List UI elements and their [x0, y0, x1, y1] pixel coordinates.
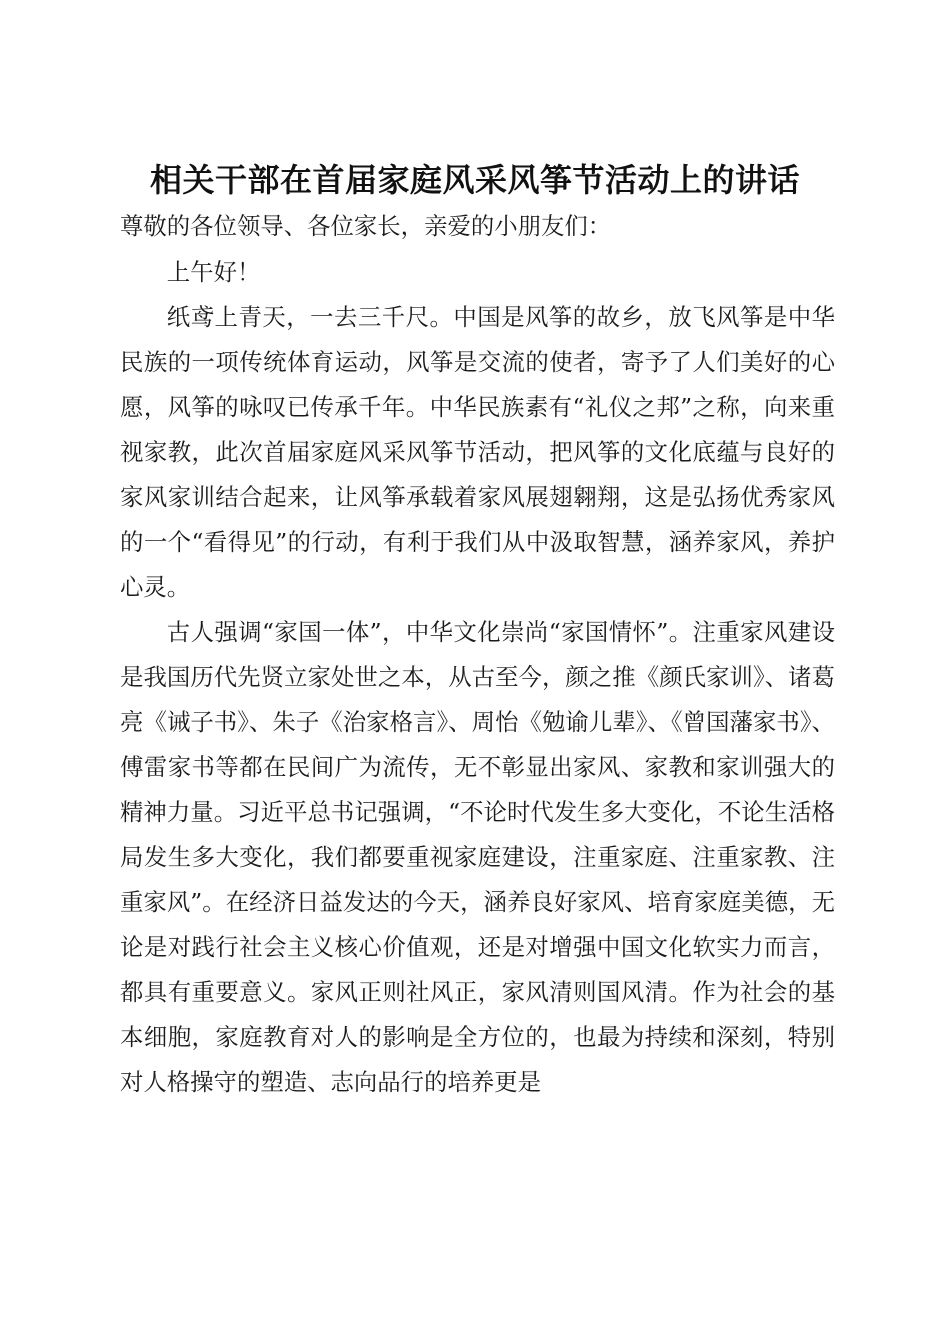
document-title: 相关干部在首届家庭风采风筝节活动上的讲话 — [149, 161, 800, 200]
paragraph-2: 古人强调“家国一体”，中华文化崇尚“家国情怀”。注重家风建设是我国历代先贤立家处世之本，从古至今，颜之推《颜氏家训》、诸葛亮《诫子书》、朱子《治家格言》、周怡《勉谕儿辈》、《曾国藩家书》、傅雷家书等都在民间广为流传，无不彰显出家风、家教和家训强大的精神力量。习近平总书记强调，“不论时代发生多大变化，不论生活格局发生多大变化，我们都要重视家庭建设，注重家庭、注重家教、注重家风”。在经济日益发达的今天，涵养良好家风、培育家庭美德，无论是对践行社会主义核心价值观，还是对增强中国文化软实力而言，都具有重要意义。家风正则社风正，家风清则国风清。作为社会的基本细胞，家庭教育对人的影响是全方位的，也最为持续和深刻，特别对人格操守的塑造、志向品行的培养更是 — [120, 618, 835, 1096]
document-body — [120, 204, 835, 1105]
greeting: 上午好！ — [166, 258, 261, 286]
paragraph-1: 纸鸢上青天，一去三千尺。中国是风筝的故乡，放飞风筝是中华民族的一项传统体育运动，风筝是交流的使者，寄予了人们美好的心愿，风筝的咏叹已传承千年。中华民族素有“礼仪之邦”之称，向来重视家教，此次首届家庭风采风筝节活动，把风筝的文化底蕴与良好的家风家训结合起来，让风筝承载着家风展翅翱翔，这是弘扬优秀家风的一个“看得见”的行动，有利于我们从中汲取智慧，涵养家风，养护心灵。 — [120, 303, 835, 601]
salutation: 尊敬的各位领导、各位家长，亲爱的小朋友们： — [120, 212, 612, 240]
